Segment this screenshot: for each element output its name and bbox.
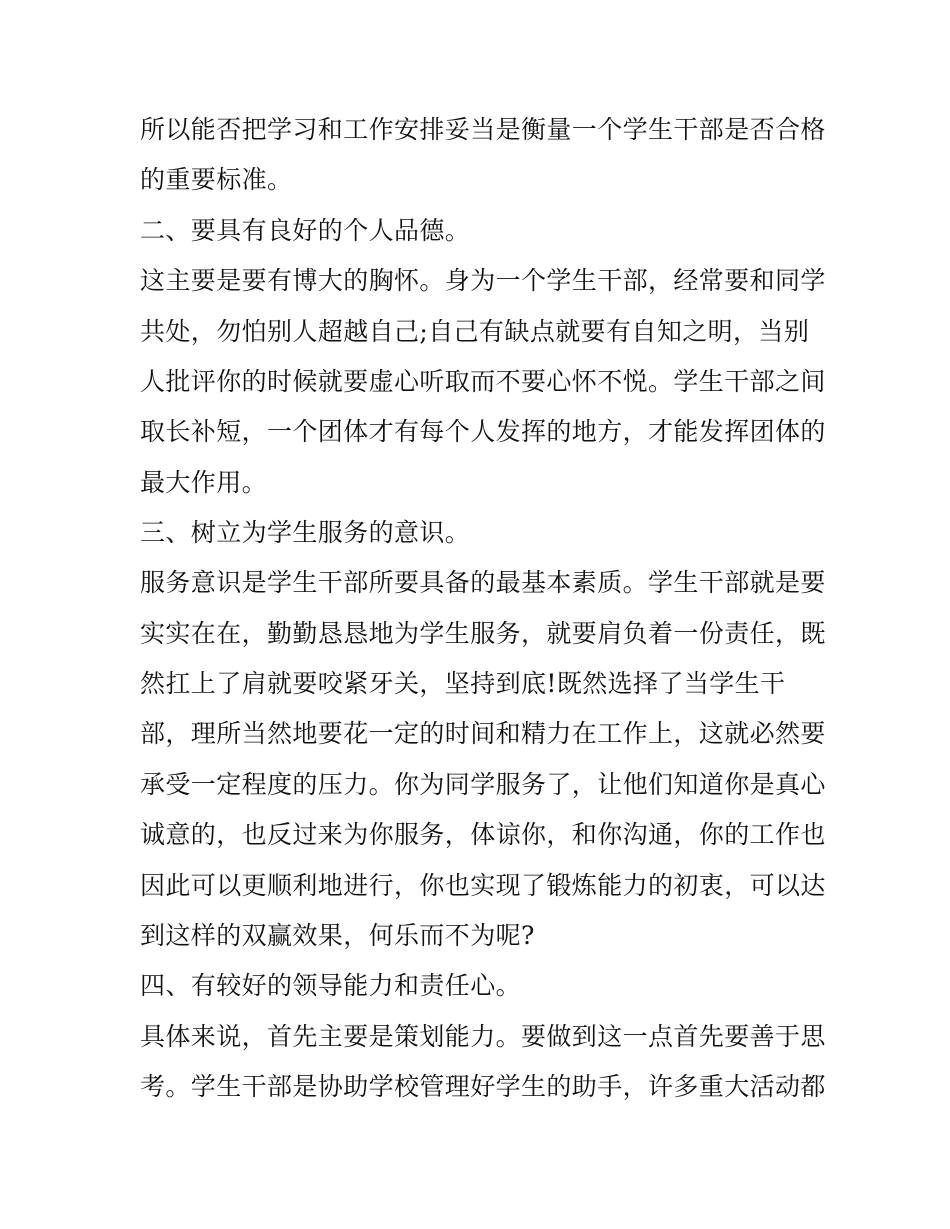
paragraph-line: 部，理所当然地要花一定的时间和精力在工作上，这就必然要 [140, 719, 826, 748]
section-heading-3: 三、树立为学生服务的意识。 [140, 518, 471, 547]
paragraph-line: 所以能否把学习和工作安排妥当是衡量一个学生干部是否合格 [140, 115, 826, 144]
section-heading-2: 二、要具有良好的个人品德。 [140, 216, 471, 245]
paragraph-line: 的重要标准。 [140, 165, 293, 194]
paragraph-line: 考。学生干部是协助学校管理好学生的助手，许多重大活动都 [140, 1072, 826, 1101]
paragraph-line: 诚意的，也反过来为你服务，体谅你，和你沟通，你的工作也 [140, 820, 826, 849]
paragraph-line: 然扛上了肩就要咬紧牙关，坚持到底!既然选择了当学生干 [140, 669, 786, 698]
paragraph-line: 承受一定程度的压力。你为同学服务了，让他们知道你是真心 [140, 770, 826, 799]
paragraph-line: 服务意识是学生干部所要具备的最基本素质。学生干部就是要 [140, 568, 826, 597]
paragraph-line: 因此可以更顺利地进行，你也实现了锻炼能力的初衷，可以达 [140, 871, 826, 900]
paragraph-line: 取长补短，一个团体才有每个人发挥的地方，才能发挥团体的 [140, 417, 826, 446]
paragraph-line: 具体来说，首先主要是策划能力。要做到这一点首先要善于思 [140, 1022, 826, 1051]
paragraph-line: 最大作用。 [140, 468, 268, 497]
paragraph-line: 到这样的双赢效果，何乐而不为呢? [140, 921, 535, 950]
paragraph-line: 人批评你的时候就要虚心听取而不要心怀不悦。学生干部之间 [140, 367, 826, 396]
paragraph-line: 实实在在，勤勤恳恳地为学生服务，就要肩负着一份责任，既 [140, 619, 826, 648]
paragraph-line: 这主要是要有博大的胸怀。身为一个学生干部，经常要和同学 [140, 266, 826, 295]
paragraph-line: 共处，勿怕别人超越自己;自己有缺点就要有自知之明，当别 [140, 317, 810, 346]
section-heading-4: 四、有较好的领导能力和责任心。 [140, 971, 522, 1000]
